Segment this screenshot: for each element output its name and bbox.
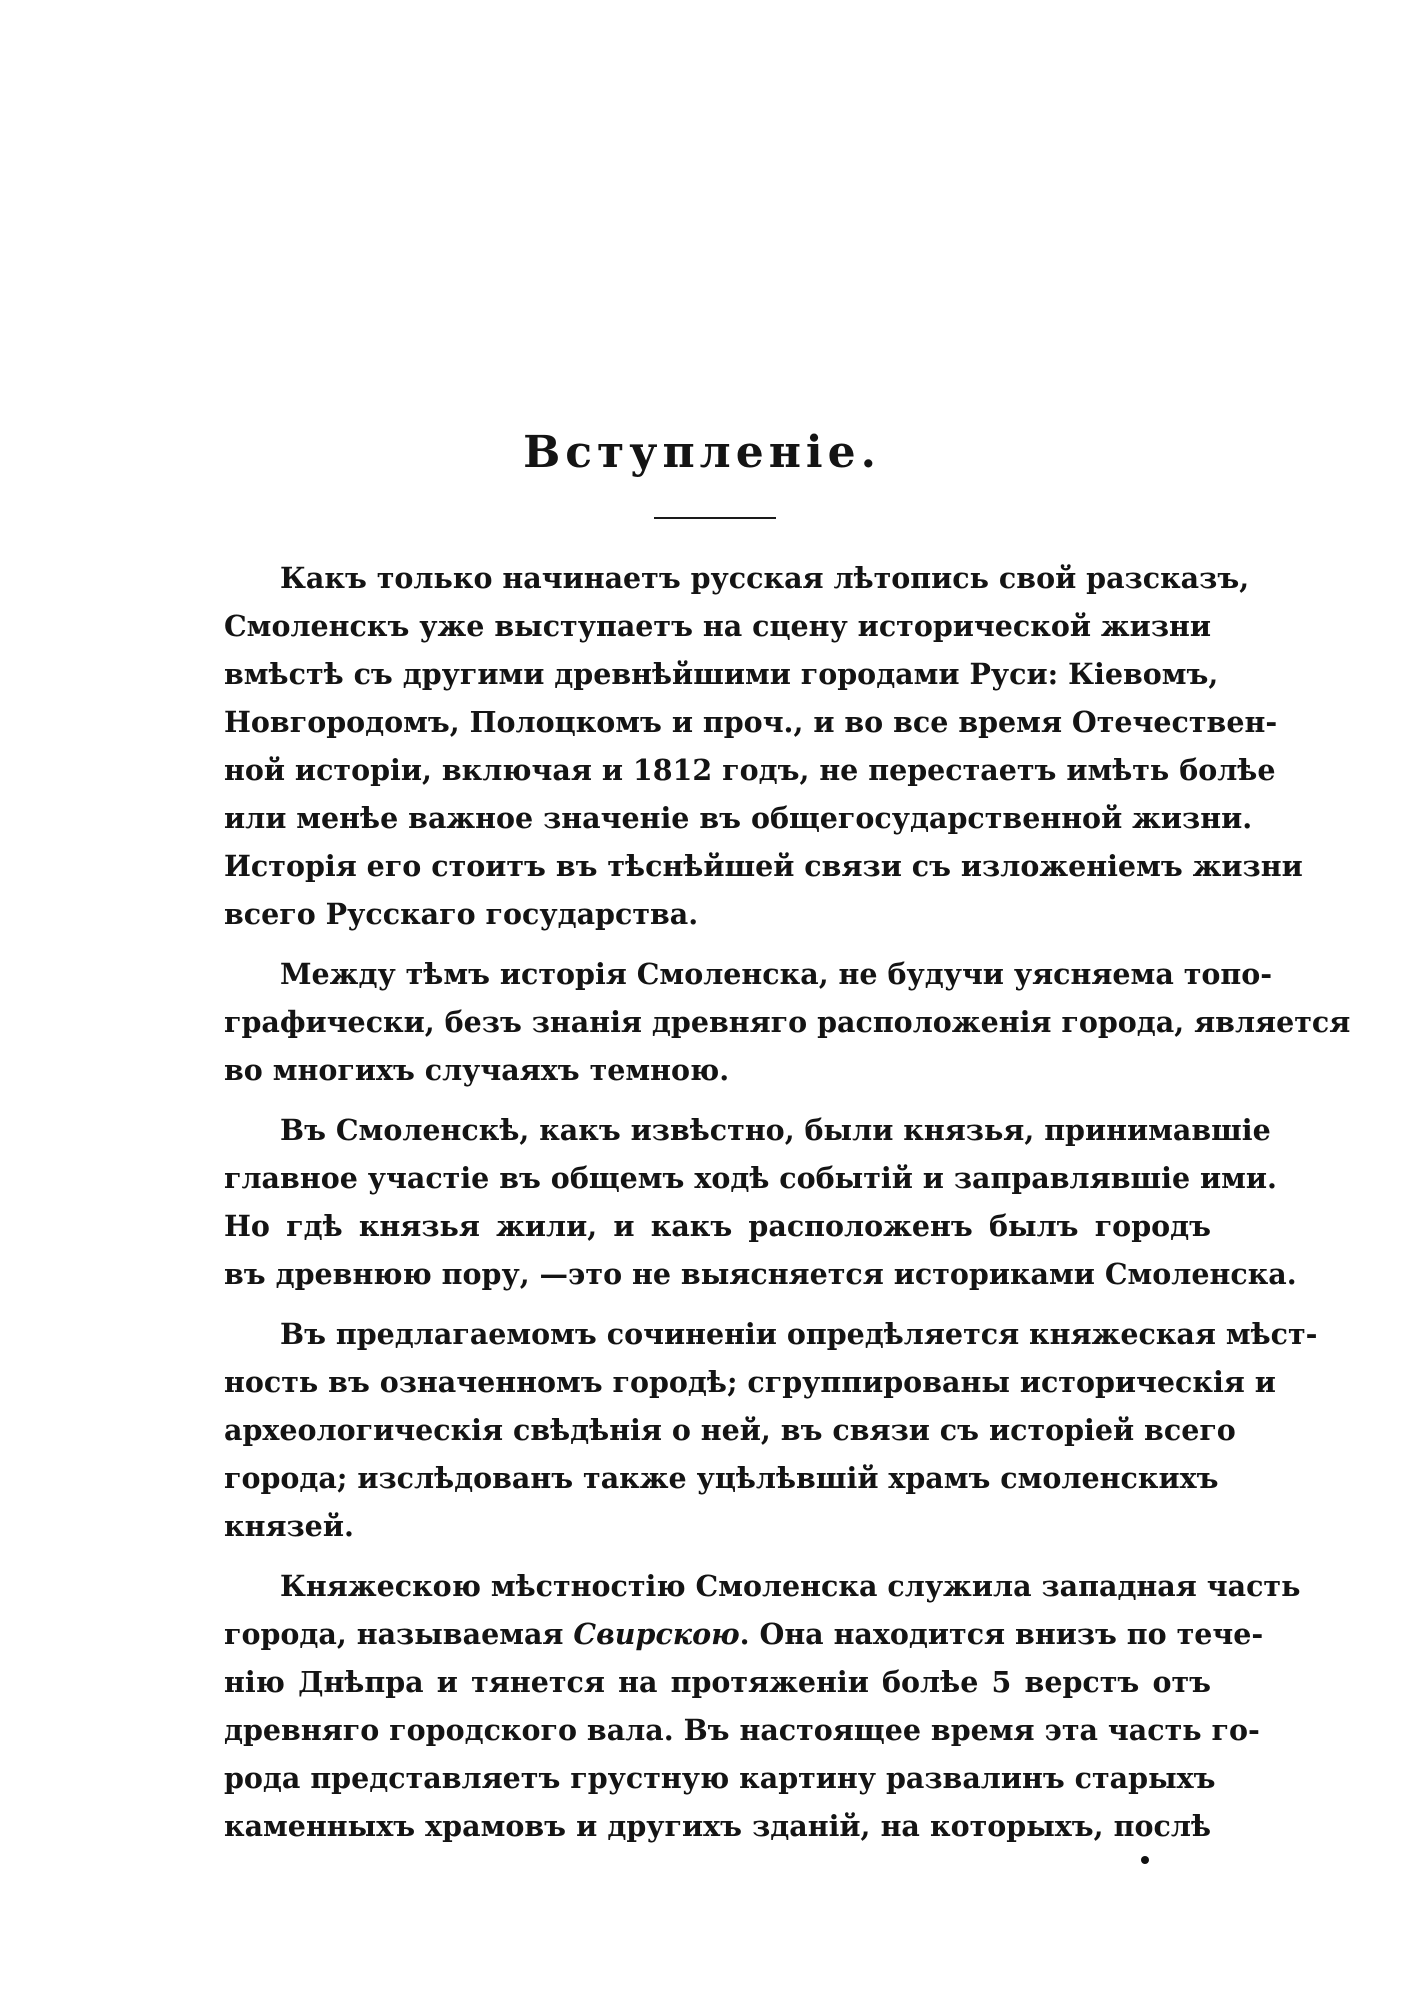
text-line: главное участіе въ общемъ ходѣ событій и заправлявшіе ими. bbox=[224, 1161, 1277, 1195]
text-line: каменныхъ храмовъ и другихъ зданій, на которыхъ, послѣ bbox=[224, 1809, 1211, 1843]
text-line: князей. bbox=[224, 1509, 354, 1543]
text-line: въ древнюю пору, —это не выясняется историками Смоленска. bbox=[224, 1257, 1297, 1291]
text-line: города; изслѣдованъ также уцѣлѣвшій храмъ смоленскихъ bbox=[224, 1461, 1219, 1495]
body-text bbox=[224, 554, 1351, 1850]
text-line: Княжескою мѣстностію Смоленска служила западная часть bbox=[280, 1569, 1301, 1603]
text-line: ной исторіи, включая и 1812 годъ, не перестаетъ имѣть болѣе bbox=[224, 753, 1276, 787]
paragraph bbox=[224, 950, 1351, 1094]
text-line: графически, безъ знанія древняго расположенія города, является bbox=[224, 1005, 1351, 1039]
text-line: или менѣе важное значеніе въ общегосударственной жизни. bbox=[224, 801, 1253, 835]
text-line: Какъ только начинаетъ русская лѣтопись свой разсказъ, bbox=[280, 561, 1250, 595]
paragraph-gap bbox=[224, 1298, 1211, 1310]
text-line: ность въ означенномъ городѣ; сгруппированы историческія и bbox=[224, 1365, 1276, 1399]
text-line: рода представляетъ грустную картину развалинъ старыхъ bbox=[224, 1761, 1216, 1795]
text-line: во многихъ случаяхъ темною. bbox=[224, 1053, 730, 1087]
page-mark-dot bbox=[1141, 1856, 1149, 1864]
paragraph bbox=[224, 1562, 1301, 1850]
text-line: археологическія свѣдѣнія о ней, въ связи съ исторіей всего bbox=[224, 1413, 1236, 1447]
text-line: Въ предлагаемомъ сочиненіи опредѣляется княжеская мѣст- bbox=[280, 1317, 1318, 1351]
paragraph-gap bbox=[224, 938, 1211, 950]
italic-place-name: Свирскою bbox=[573, 1617, 740, 1651]
paragraph bbox=[224, 1106, 1297, 1298]
paragraph bbox=[224, 554, 1303, 938]
paragraph bbox=[224, 1310, 1318, 1550]
text-line: Новгородомъ, Полоцкомъ и проч., и во все время Отечествен- bbox=[224, 705, 1278, 739]
text-line: Между тѣмъ исторія Смоленска, не будучи уясняема топо- bbox=[280, 957, 1273, 991]
text-line: Въ Смоленскѣ, какъ извѣстно, были князья, принимавшіе bbox=[280, 1113, 1271, 1147]
text-line: вмѣстѣ съ другими древнѣйшими городами Руси: Кіевомъ, bbox=[224, 657, 1219, 691]
paragraph-gap bbox=[224, 1550, 1211, 1562]
paragraph-gap bbox=[224, 1094, 1211, 1106]
text-line: нію Днѣпра и тянется на протяженіи болѣе 5 верстъ отъ bbox=[224, 1665, 1211, 1699]
text-line: древняго городского вала. Въ настоящее время эта часть го- bbox=[224, 1713, 1260, 1747]
text-line: города, называемая Свирскою. Она находится внизъ по тече- bbox=[224, 1617, 1264, 1651]
text-line: Смоленскъ уже выступаетъ на сцену исторической жизни bbox=[224, 609, 1212, 643]
text-line: Но гдѣ князья жили, и какъ расположенъ былъ городъ bbox=[224, 1209, 1211, 1243]
text-line: всего Русскаго государства. bbox=[224, 897, 699, 931]
title-rule bbox=[654, 517, 776, 519]
text-line: Исторія его стоитъ въ тѣснѣйшей связи съ изложеніемъ жизни bbox=[224, 849, 1303, 883]
chapter-title: Вступленіе. bbox=[523, 427, 881, 478]
